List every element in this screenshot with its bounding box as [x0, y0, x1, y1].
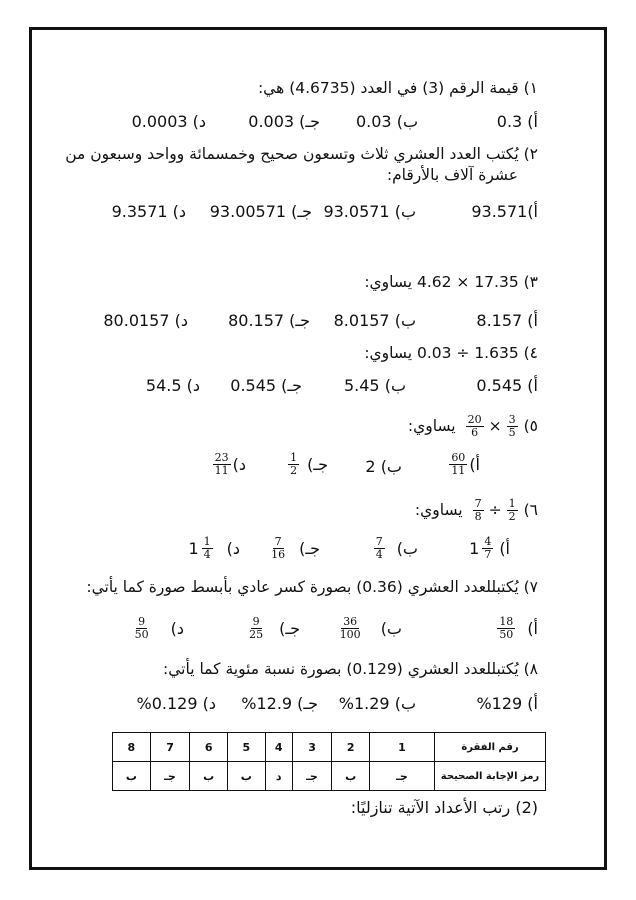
q4-options	[0, 376, 636, 400]
q7-stem: ٧) يُكتبللعدد العشري (0.36) بصورة كسر عادي بأبسط صورة كما يأتي:	[86, 578, 538, 596]
q4-stem: ٤) 1.635 ÷ 0.03 يساوي:	[364, 344, 538, 362]
q3-option-a: أ) 8.157	[476, 311, 538, 330]
q6-fraction-b: $\frac{1}{2}$	[508, 496, 516, 523]
q8-option-b: ب) 1.29%	[338, 694, 416, 713]
q6-stem	[415, 492, 538, 528]
q2-option-b: ب) 93.0571	[323, 202, 416, 221]
answer-table-header-row	[113, 733, 546, 762]
q3-option-b: ب) 8.0157	[333, 311, 416, 330]
q7-option-a: أ) $\frac{18}{50}$	[499, 615, 538, 641]
q4-option-a: أ) 0.545	[476, 376, 538, 395]
q6-fraction-a: $\frac{7}{8}$	[474, 496, 482, 523]
answer-table-number: 1	[370, 733, 435, 762]
section2-title: (2) رتب الأعداد الآتية تنازليًا:	[350, 798, 538, 817]
q8-stem: ٨) يُكتبللعدد العشري (0.129) بصورة نسبة مئوية كما يأتي:	[163, 660, 538, 678]
q8-option-a: أ) 129%	[476, 694, 538, 713]
q5-expression	[466, 414, 518, 439]
q1-option-d: د) 0.0003	[131, 112, 206, 131]
q1-option-b: ب) 0.03	[355, 112, 418, 131]
q4-option-c: جـ) 0.545	[230, 376, 302, 395]
q6-label: ٦)	[523, 501, 538, 519]
q6-option-b: ب) $\frac{7}{4}$	[375, 535, 418, 561]
q5-option-b: ب) 2	[365, 457, 402, 476]
q2-options	[0, 202, 636, 226]
q2-stem-line1: ٢) يُكتب العدد العشري ثلاث وتسعون صحيح وخمسمائة وواحد وسبعون من	[65, 145, 538, 163]
q5-label: ٥)	[523, 417, 538, 435]
q5-fraction-a: $\frac{20}{6}$	[467, 412, 482, 439]
answer-table-cell: ب	[113, 762, 151, 791]
q5-stem	[408, 408, 538, 444]
q3-stem: ٣) 17.35 × 4.62 يساوي:	[364, 273, 538, 291]
q4-option-d: د) 54.5	[145, 376, 200, 395]
q6-equals: يساوي:	[414, 501, 463, 519]
q3-option-d: د) 80.0157	[103, 311, 188, 330]
q6-option-a: أ) 1 $\frac{4}{7}$	[469, 535, 510, 561]
answer-key-table	[112, 732, 546, 791]
answer-table-cell: د	[265, 762, 292, 791]
q6-options	[0, 536, 636, 568]
q7-option-d: د) $\frac{9}{50}$	[134, 615, 184, 641]
q5-fraction-b: $\frac{3}{5}$	[508, 412, 516, 439]
answer-table-number: 6	[190, 733, 228, 762]
answer-table-cell: جـ	[292, 762, 332, 791]
q6-option-d: د) 1 $\frac{1}{4}$	[188, 535, 240, 561]
q8-options	[0, 694, 636, 718]
q2-stem-line2: عشرة آلاف بالأرقام:	[386, 166, 518, 184]
q1-option-a: أ) 0.3	[496, 112, 538, 131]
q5-equals: يساوي:	[407, 417, 456, 435]
q5-option-a: أ) $\frac{60}{11}$	[451, 451, 480, 477]
q1-stem: ١) قيمة الرقم (3) في العدد (4.6735) هي:	[257, 79, 538, 97]
q1-option-c: جـ) 0.003	[248, 112, 320, 131]
q6-operator: ÷	[488, 501, 502, 519]
q3-option-c: جـ) 80.157	[228, 311, 310, 330]
q6-option-c: جـ) $\frac{7}{16}$	[271, 535, 320, 561]
q1-options	[0, 112, 636, 136]
q6-expression	[473, 498, 518, 523]
q2-option-c: جـ) 93.00571	[209, 202, 312, 221]
answer-table-cell: ب	[190, 762, 228, 791]
answer-table-number: 5	[228, 733, 266, 762]
q4-option-b: ب) 5.45	[343, 376, 406, 395]
answer-table-cell: ب	[228, 762, 266, 791]
q5-operator: ×	[488, 417, 502, 435]
q2-option-d: د) 9.3571	[111, 202, 186, 221]
answer-table-number: 2	[332, 733, 370, 762]
q2-option-a: أ)93.571	[471, 202, 538, 221]
answer-table-cell: جـ	[370, 762, 435, 791]
q5-option-c: جـ) $\frac{1}{2}$	[290, 451, 328, 477]
answer-table-number: 8	[113, 733, 151, 762]
q8-option-d: د) 0.129%	[136, 694, 216, 713]
q8-option-c: جـ) 12.9%	[241, 694, 318, 713]
q7-option-b: ب) $\frac{36}{100}$	[339, 615, 402, 641]
q7-option-c: جـ) $\frac{9}{25}$	[249, 615, 300, 641]
answer-table-cell: ب	[332, 762, 370, 791]
answer-table-answer-label: رمز الإجابة الصحيحة	[435, 762, 546, 791]
q3-options	[0, 311, 636, 335]
q7-options	[0, 616, 636, 648]
answer-table-number: 4	[265, 733, 292, 762]
answer-table-cell: جـ	[150, 762, 190, 791]
answer-table-number: 3	[292, 733, 332, 762]
answer-table-answer-row	[113, 762, 546, 791]
answer-table-header-label: رقم الفقرة	[435, 733, 546, 762]
q5-option-d: د) $\frac{23}{11}$	[214, 451, 246, 477]
answer-table-number: 7	[150, 733, 190, 762]
q5-options	[0, 452, 636, 484]
